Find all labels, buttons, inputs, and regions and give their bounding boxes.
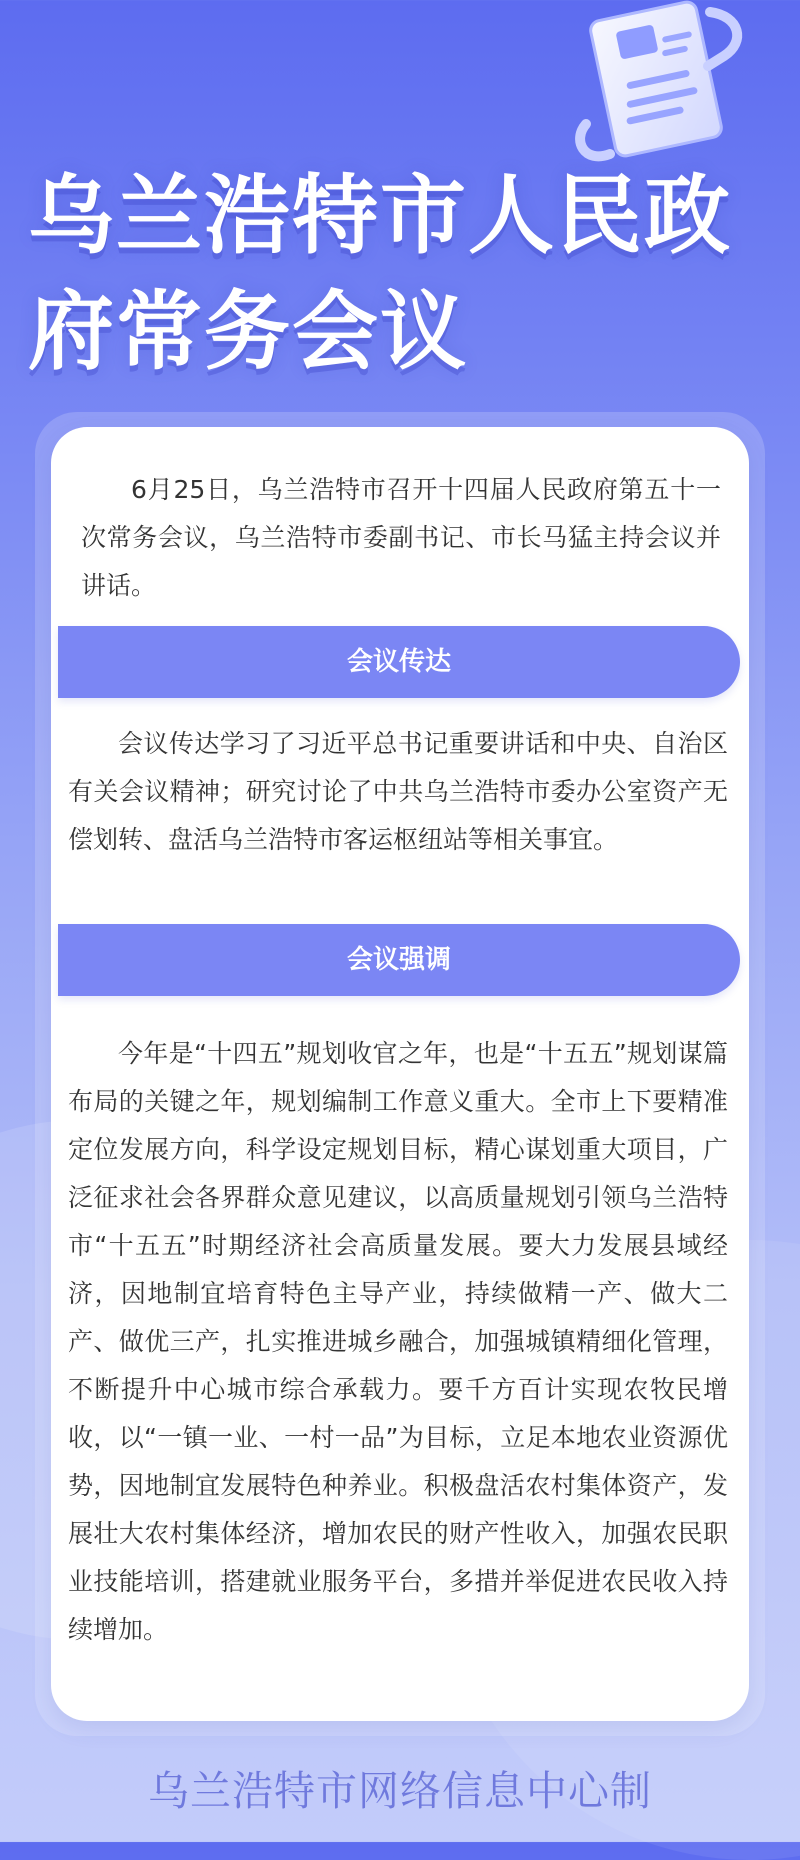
page-title: 乌兰浩特市人民政府常务会议 <box>28 166 732 382</box>
section-heading-2: 会议强调 <box>58 924 740 996</box>
document-icon <box>570 0 770 170</box>
section-heading-1: 会议传达 <box>58 626 740 698</box>
footer-credit: 乌兰浩特市网络信息中心制 <box>148 1767 652 1815</box>
section-body-2: 今年是“十四五”规划收官之年，也是“十五五”规划谋篇布局的关键之年，规划编制工作意义重大。全市上下要精准定位发展方向，科学设定规划目标，精心谋划重大项目，广泛征求社会各界群众意见建议，以高质量规划引领乌兰浩特市“十五五”时期经济社会高质量发展。要大力发展县域经济，因地制宜培育特色主导产业，持续做精一产、做大二产、做优三产，扎实推进城乡融合，加强城镇精细化管理，不断提升中心城市综合承载力。要千方百计实现农牧民增收，以“一镇一业、一村一品”为目标，立足本地农业资源优势，因地制宜发展特色种养业。积极盘活农村集体资产，发展壮大农村集体经济，增加农民的财产性收入，加强农民职业技能培训，搭建就业服务平台，多措并举促进农民收入持续增加。 <box>68 1039 728 1644</box>
intro-paragraph: 6月25日，乌兰浩特市召开十四届人民政府第五十一次常务会议，乌兰浩特市委副书记、市长马猛主持会议并讲话。 <box>81 475 721 600</box>
section-body-1: 会议传达学习了习近平总书记重要讲话和中央、自治区有关会议精神；研究讨论了中共乌兰浩特市委办公室资产无偿划转、盘活乌兰浩特市客运枢纽站等相关事宜。 <box>68 729 728 854</box>
